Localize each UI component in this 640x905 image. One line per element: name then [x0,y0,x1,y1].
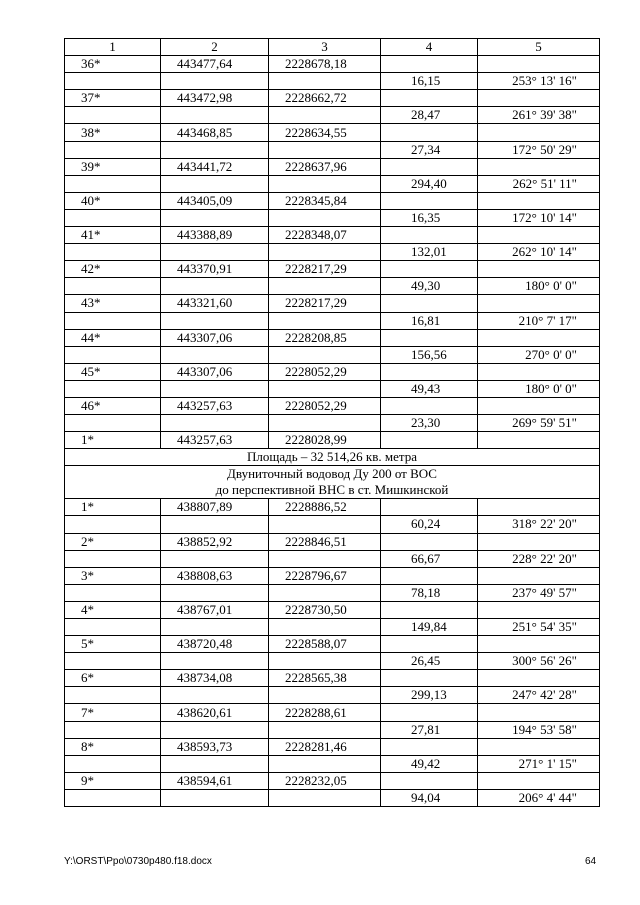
segment-row [65,550,600,567]
segment-row [65,789,600,806]
point-number: 8* [65,738,161,755]
segment-row [65,380,600,397]
coord-x-empty [161,380,269,397]
segment-distance: 23,30 [381,415,478,432]
point-number: 45* [65,363,161,380]
coord-x-empty [161,312,269,329]
segment-row [65,244,600,261]
coord-x: 443307,06 [161,363,269,380]
point-number: 7* [65,704,161,721]
coord-y-empty [269,107,381,124]
coord-x-empty [161,619,269,636]
coord-y-empty [269,175,381,192]
segment-row [65,107,600,124]
distance-empty [381,192,478,209]
coord-y: 2228052,29 [269,397,381,414]
coordinates-table [64,38,600,807]
segment-distance: 78,18 [381,584,478,601]
point-row [65,329,600,346]
point-empty [65,175,161,192]
point-number: 6* [65,670,161,687]
point-empty [65,755,161,772]
segment-row [65,653,600,670]
distance-empty [381,567,478,584]
point-empty [65,516,161,533]
coord-y-empty [269,73,381,90]
point-number: 46* [65,397,161,414]
distance-empty [381,533,478,550]
distance-empty [381,499,478,516]
section-heading-line: Площадь – 32 514,26 кв. метра [246,449,417,465]
segment-row [65,278,600,295]
segment-angle: 251° 54' 35" [478,619,600,636]
segment-distance: 27,81 [381,721,478,738]
section-heading [65,466,600,499]
coord-x-empty [161,584,269,601]
coord-y: 2228678,18 [269,56,381,73]
coord-y: 2228217,29 [269,261,381,278]
segment-distance: 26,45 [381,653,478,670]
angle-empty [478,670,600,687]
angle-empty [478,363,600,380]
coord-y: 2228288,61 [269,704,381,721]
segment-row [65,312,600,329]
coord-y: 2228281,46 [269,738,381,755]
col-header-distance: 4 [381,39,478,56]
angle-empty [478,704,600,721]
coord-y-empty [269,244,381,261]
segment-row [65,175,600,192]
distance-empty [381,227,478,244]
segment-distance: 16,35 [381,209,478,226]
coord-y: 2228637,96 [269,158,381,175]
angle-empty [478,295,600,312]
coord-y-empty [269,278,381,295]
segment-row [65,141,600,158]
point-empty [65,380,161,397]
segment-row [65,721,600,738]
point-row [65,601,600,618]
point-row [65,158,600,175]
coord-x: 438852,92 [161,533,269,550]
segment-row [65,73,600,90]
segment-distance: 156,56 [381,346,478,363]
distance-empty [381,636,478,653]
segment-angle: 300° 56' 26" [478,653,600,670]
coord-y-empty [269,516,381,533]
point-number: 41* [65,227,161,244]
coord-y: 2228232,05 [269,772,381,789]
footer-file-path: Y:\ORST\Ppo\0730p480.f18.docx [64,856,212,867]
segment-angle: 206° 4' 44" [478,789,600,806]
segment-angle: 262° 10' 14" [478,244,600,261]
coord-x-empty [161,175,269,192]
segment-distance: 49,43 [381,380,478,397]
point-empty [65,73,161,90]
angle-empty [478,567,600,584]
col-header-x: 2 [161,39,269,56]
distance-empty [381,704,478,721]
section-heading-row [65,466,600,499]
point-number: 38* [65,124,161,141]
coord-x: 438594,61 [161,772,269,789]
distance-empty [381,90,478,107]
segment-row [65,584,600,601]
coord-x: 443477,64 [161,56,269,73]
angle-empty [478,397,600,414]
coord-x-empty [161,73,269,90]
distance-empty [381,261,478,278]
point-number: 44* [65,329,161,346]
segment-angle: 172° 10' 14" [478,209,600,226]
point-number: 37* [65,90,161,107]
point-number: 4* [65,601,161,618]
distance-empty [381,432,478,449]
point-row [65,397,600,414]
coord-y-empty [269,346,381,363]
coord-x-empty [161,107,269,124]
section-heading-row [65,449,600,466]
distance-empty [381,670,478,687]
col-header-angle: 5 [478,39,600,56]
coord-y-empty [269,209,381,226]
point-row [65,704,600,721]
point-empty [65,107,161,124]
section-heading-line: до перспективной ВНС в ст. Мишкинской [215,482,449,498]
coord-y: 2228730,50 [269,601,381,618]
distance-empty [381,329,478,346]
angle-empty [478,124,600,141]
angle-empty [478,499,600,516]
point-empty [65,653,161,670]
point-number: 40* [65,192,161,209]
angle-empty [478,227,600,244]
angle-empty [478,192,600,209]
coord-x: 438720,48 [161,636,269,653]
coord-y: 2228028,99 [269,432,381,449]
coord-x: 443307,06 [161,329,269,346]
coord-y: 2228846,51 [269,533,381,550]
coord-y-empty [269,141,381,158]
footer-page-number: 64 [585,856,597,867]
coord-x-empty [161,415,269,432]
coord-x: 443321,60 [161,295,269,312]
segment-distance: 294,40 [381,175,478,192]
angle-empty [478,158,600,175]
coord-x: 443257,63 [161,397,269,414]
coord-x-empty [161,721,269,738]
coord-y: 2228217,29 [269,295,381,312]
segment-angle: 262° 51' 11" [478,175,600,192]
segment-row [65,209,600,226]
point-empty [65,584,161,601]
distance-empty [381,124,478,141]
point-number: 5* [65,636,161,653]
angle-empty [478,432,600,449]
segment-angle: 237° 49' 57" [478,584,600,601]
segment-angle: 180° 0' 0" [478,380,600,397]
distance-empty [381,601,478,618]
coord-x-empty [161,516,269,533]
coord-y: 2228886,52 [269,499,381,516]
point-number: 43* [65,295,161,312]
coord-x: 438620,61 [161,704,269,721]
coord-y-empty [269,550,381,567]
coord-x: 438808,63 [161,567,269,584]
point-empty [65,550,161,567]
segment-row [65,415,600,432]
coord-x-empty [161,789,269,806]
segment-row [65,687,600,704]
point-empty [65,687,161,704]
segment-distance: 60,24 [381,516,478,533]
point-row [65,567,600,584]
coord-x-empty [161,278,269,295]
table-body [65,56,600,807]
point-row [65,90,600,107]
distance-empty [381,363,478,380]
coord-x: 443472,98 [161,90,269,107]
point-empty [65,278,161,295]
segment-angle: 180° 0' 0" [478,278,600,295]
distance-empty [381,295,478,312]
point-empty [65,209,161,226]
coord-y-empty [269,415,381,432]
segment-distance: 16,81 [381,312,478,329]
segment-angle: 172° 50' 29" [478,141,600,158]
coord-x-empty [161,346,269,363]
coord-y: 2228565,38 [269,670,381,687]
segment-angle: 194° 53' 58" [478,721,600,738]
coord-y-empty [269,687,381,704]
coord-y: 2228345,84 [269,192,381,209]
segment-row [65,619,600,636]
coord-x-empty [161,687,269,704]
point-empty [65,346,161,363]
coord-x-empty [161,653,269,670]
segment-angle: 270° 0' 0" [478,346,600,363]
segment-angle: 318° 22' 20" [478,516,600,533]
segment-distance: 299,13 [381,687,478,704]
coord-x: 443405,09 [161,192,269,209]
point-number: 9* [65,772,161,789]
point-row [65,670,600,687]
coord-x: 443468,85 [161,124,269,141]
point-empty [65,141,161,158]
segment-distance: 16,15 [381,73,478,90]
segment-angle: 210° 7' 17" [478,312,600,329]
coord-y: 2228052,29 [269,363,381,380]
angle-empty [478,56,600,73]
angle-empty [478,601,600,618]
segment-angle: 269° 59' 51" [478,415,600,432]
coord-x-empty [161,244,269,261]
point-row [65,772,600,789]
coord-y-empty [269,721,381,738]
point-empty [65,312,161,329]
segment-distance: 49,30 [381,278,478,295]
point-row [65,192,600,209]
distance-empty [381,158,478,175]
coord-x: 443257,63 [161,432,269,449]
point-row [65,124,600,141]
segment-distance: 27,34 [381,141,478,158]
point-number: 36* [65,56,161,73]
coord-x: 438734,08 [161,670,269,687]
col-header-point: 1 [65,39,161,56]
segment-angle: 271° 1' 15" [478,755,600,772]
point-row [65,499,600,516]
distance-empty [381,56,478,73]
point-row [65,636,600,653]
point-row [65,56,600,73]
segment-angle: 228° 22' 20" [478,550,600,567]
point-row [65,432,600,449]
angle-empty [478,261,600,278]
segment-distance: 132,01 [381,244,478,261]
section-heading-line: Двуниточный водовод Ду 200 от ВОС [227,466,437,482]
coord-x: 443370,91 [161,261,269,278]
point-row [65,227,600,244]
coord-x: 438767,01 [161,601,269,618]
segment-angle: 261° 39' 38" [478,107,600,124]
point-row [65,533,600,550]
coord-x-empty [161,209,269,226]
coord-y-empty [269,380,381,397]
point-number: 39* [65,158,161,175]
point-row [65,261,600,278]
table-header-row [65,39,600,56]
point-number: 1* [65,499,161,516]
angle-empty [478,772,600,789]
coord-y: 2228588,07 [269,636,381,653]
coord-x: 438593,73 [161,738,269,755]
segment-row [65,516,600,533]
segment-distance: 28,47 [381,107,478,124]
coord-y: 2228208,85 [269,329,381,346]
section-heading [65,449,600,466]
coord-y-empty [269,653,381,670]
angle-empty [478,636,600,653]
point-row [65,738,600,755]
point-number: 3* [65,567,161,584]
coord-y: 2228662,72 [269,90,381,107]
segment-row [65,755,600,772]
coord-y-empty [269,789,381,806]
point-empty [65,619,161,636]
segment-distance: 66,67 [381,550,478,567]
coord-y-empty [269,584,381,601]
coord-x-empty [161,141,269,158]
distance-empty [381,397,478,414]
point-row [65,363,600,380]
coord-x: 443388,89 [161,227,269,244]
coord-x-empty [161,755,269,772]
segment-distance: 94,04 [381,789,478,806]
coord-y-empty [269,312,381,329]
segment-distance: 49,42 [381,755,478,772]
angle-empty [478,533,600,550]
col-header-y: 3 [269,39,381,56]
distance-empty [381,738,478,755]
point-row [65,295,600,312]
coord-x: 438807,89 [161,499,269,516]
point-empty [65,415,161,432]
coord-y-empty [269,619,381,636]
point-number: 42* [65,261,161,278]
coord-y: 2228348,07 [269,227,381,244]
angle-empty [478,738,600,755]
point-empty [65,244,161,261]
point-number: 2* [65,533,161,550]
angle-empty [478,90,600,107]
point-empty [65,789,161,806]
segment-angle: 253° 13' 16" [478,73,600,90]
coord-y: 2228634,55 [269,124,381,141]
point-number: 1* [65,432,161,449]
coord-x: 443441,72 [161,158,269,175]
segment-row [65,346,600,363]
angle-empty [478,329,600,346]
coord-y-empty [269,755,381,772]
segment-angle: 247° 42' 28" [478,687,600,704]
coord-y: 2228796,67 [269,567,381,584]
segment-distance: 149,84 [381,619,478,636]
point-empty [65,721,161,738]
distance-empty [381,772,478,789]
coord-x-empty [161,550,269,567]
